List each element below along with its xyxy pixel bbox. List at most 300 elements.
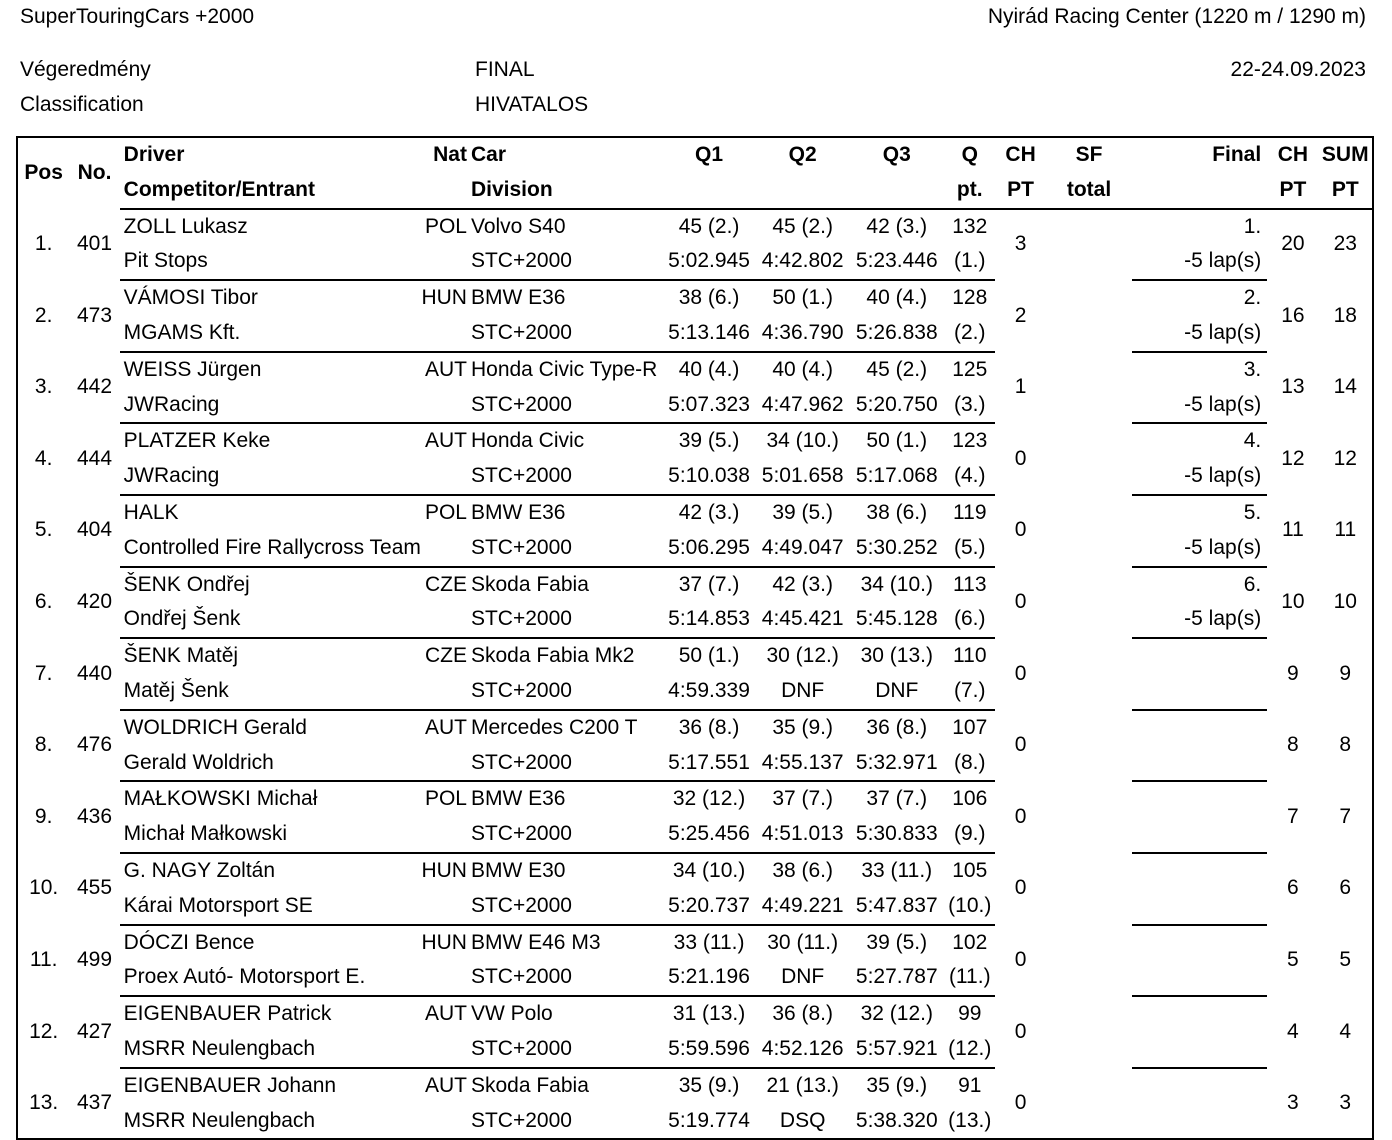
division: STC+2000 [469,602,662,638]
car-number: 476 [76,733,113,757]
col-q1: Q1 [695,143,724,166]
sf-total [1046,280,1133,352]
table-row-sub [17,244,1373,280]
table-row [17,209,1373,245]
position: 2. [34,303,53,327]
q1-result: 32 (12.) [672,787,746,811]
results-body [17,209,1373,1140]
table-row [17,996,1373,1032]
final-position [1132,996,1267,1032]
table-row-sub [17,1032,1373,1068]
division: STC+2000 [469,817,662,853]
q2-result: 35 (9.) [772,715,834,739]
q1-result: 50 (1.) [678,644,740,668]
table-row [17,567,1373,603]
q2-result: 45 (2.) [772,214,834,238]
q-rank: (10.) [944,889,995,925]
car-number: 455 [76,876,113,900]
q2-time: DNF [756,674,850,710]
col-sum-points-sub: PT [1319,173,1373,209]
q2-result: 36 (8.) [772,1002,834,1026]
q-points: 132 [952,214,988,238]
status-official: HIVATALOS [475,93,589,116]
col-no: No. [77,160,112,184]
sf-total [1046,209,1133,281]
nationality: AUT [424,429,467,453]
q3-time: 5:32.971 [849,746,944,782]
sum-points: 5 [1339,947,1352,971]
final-position [1132,925,1267,961]
table-row-sub [17,531,1373,567]
competitor-name: JWRacing [120,459,418,495]
sum-points: 6 [1339,876,1352,900]
q2-result: 30 (11.) [767,930,839,954]
nationality: POL [424,214,467,238]
title-hungarian: Végeredmény [20,58,151,81]
division: STC+2000 [469,316,662,352]
q2-time: 4:45.421 [756,602,850,638]
division: STC+2000 [469,1104,662,1140]
car-model: Volvo S40 [470,214,566,238]
q2-time: 4:47.962 [756,388,850,424]
sf-total [1046,781,1133,853]
q2-time: DSQ [756,1104,850,1140]
q-rank: (11.) [944,960,995,996]
q-points: 102 [952,930,988,954]
q-points: 106 [952,787,988,811]
final-laps: -5 lap(s) [1132,244,1267,280]
division: STC+2000 [469,459,662,495]
nationality: POL [424,787,467,811]
driver-name: HALK [123,500,179,524]
car-number: 444 [76,446,113,470]
title-english: Classification [20,93,144,116]
sf-total [1046,567,1133,639]
q-points: 128 [952,286,988,310]
q1-time: 5:25.456 [662,817,756,853]
competitor-name: MSRR Neulengbach [120,1104,418,1140]
final-laps: -5 lap(s) [1132,388,1267,424]
sf-total [1046,996,1133,1068]
ch-points: 3 [1014,232,1027,256]
position: 1. [34,231,53,255]
sf-total [1046,925,1133,997]
nationality: AUT [424,715,467,739]
position: 7. [34,661,53,685]
nationality: HUN [421,930,467,954]
q2-result: 30 (12.) [766,644,839,668]
q3-time: 5:45.128 [849,602,944,638]
q2-result: 42 (3.) [772,572,834,596]
col-sum-points: SUM [1321,143,1369,166]
table-row-sub [17,960,1373,996]
q2-result: 37 (7.) [772,787,834,811]
q1-time: 5:07.323 [662,388,756,424]
position: 8. [34,733,53,757]
q3-result: 40 (4.) [866,286,928,310]
competitor-name: Controlled Fire Rallycross Team [120,531,418,567]
division: STC+2000 [469,388,662,424]
q2-time: 4:52.126 [756,1032,850,1068]
q-rank: (1.) [944,244,995,280]
sum-points: 11 [1334,518,1357,542]
competitor-name: Matěj Šenk [120,674,418,710]
col-ch-points: CH [1005,143,1036,166]
final-position: 6. [1243,572,1262,596]
q-rank: (13.) [944,1104,995,1140]
ch-points: 0 [1014,804,1027,828]
final-position: 3. [1243,357,1262,381]
nationality: AUT [424,1002,467,1026]
car-model: BMW E46 M3 [470,930,601,954]
q1-time: 4:59.339 [662,674,756,710]
ch-points: 0 [1014,446,1027,470]
division: STC+2000 [469,531,662,567]
q3-result: 45 (2.) [866,357,928,381]
table-row [17,710,1373,746]
ch-points: 0 [1014,733,1027,757]
competitor-name: JWRacing [120,388,418,424]
final-laps [1132,960,1267,996]
sum-points: 23 [1333,232,1357,256]
division: STC+2000 [469,960,662,996]
q3-result: 36 (8.) [866,715,928,739]
q3-time: 5:30.252 [849,531,944,567]
col-competitor: Competitor/Entrant [120,173,418,209]
q3-time: 5:17.068 [849,459,944,495]
sf-total [1046,352,1133,424]
championship-points: 5 [1287,947,1299,971]
championship-points: 4 [1287,1019,1299,1043]
q3-time: 5:30.833 [849,817,944,853]
ch-points: 1 [1014,375,1027,399]
q-points: 113 [953,572,987,596]
table-row [17,495,1373,531]
q-rank: (6.) [944,602,995,638]
q1-time: 5:13.146 [662,316,756,352]
nationality: HUN [421,858,467,882]
final-laps: -5 lap(s) [1132,459,1267,495]
q3-result: 33 (11.) [861,858,933,882]
table-row [17,853,1373,889]
championship-points: 8 [1287,733,1299,757]
sum-points: 9 [1339,661,1352,685]
q1-time: 5:59.596 [662,1032,756,1068]
q1-result: 40 (4.) [678,357,740,381]
division: STC+2000 [469,1032,662,1068]
col-sf-total: SF [1075,143,1103,166]
competitor-name: Proex Autó- Motorsport E. [120,960,418,996]
car-number: 401 [76,231,113,255]
final-laps: -5 lap(s) [1132,531,1267,567]
q-points: 123 [952,429,988,453]
sf-total [1046,423,1133,495]
col-car: Car [470,143,506,166]
car-number: 440 [76,661,113,685]
q-points: 125 [952,357,988,381]
q3-result: 35 (9.) [866,1073,928,1097]
table-row-sub [17,602,1373,638]
q-points: 107 [952,715,988,739]
table-row [17,352,1373,388]
car-number: 437 [76,1090,113,1114]
q2-time: 4:55.137 [756,746,850,782]
final-position: 4. [1243,429,1262,453]
driver-name: ŠENK Matěj [123,644,239,668]
car-number: 404 [76,518,113,542]
q3-result: 30 (13.) [860,644,933,668]
position: 11. [29,947,58,971]
sum-points: 18 [1333,303,1357,327]
q1-result: 45 (2.) [678,214,740,238]
division: STC+2000 [469,244,662,280]
q-rank: (9.) [944,817,995,853]
table-row-sub [17,889,1373,925]
venue-name: Nyirád Racing Center (1220 m / 1290 m) [987,5,1366,28]
sum-points: 4 [1339,1019,1352,1043]
q-points: 119 [953,500,987,524]
competitor-name: MGAMS Kft. [120,316,418,352]
sum-points: 7 [1339,804,1352,828]
q1-time: 5:14.853 [662,602,756,638]
q2-result: 50 (1.) [772,286,834,310]
q3-time: 5:26.838 [849,316,944,352]
col-q2: Q2 [788,143,817,166]
final-position: 5. [1243,500,1262,524]
championship-points: 20 [1281,232,1305,256]
sum-points: 14 [1333,375,1357,399]
final-position [1132,638,1267,674]
table-row-sub [17,459,1373,495]
q-rank: (12.) [944,1032,995,1068]
car-model: BMW E36 [470,286,566,310]
ch-points: 0 [1014,876,1027,900]
position: 12. [29,1019,59,1043]
q-points: 91 [958,1073,982,1097]
table-row-sub [17,817,1373,853]
driver-name: VÁMOSI Tibor [123,286,258,310]
q3-time: 5:20.750 [849,388,944,424]
q3-result: 50 (1.) [866,429,928,453]
car-number: 420 [76,589,113,613]
car-model: Skoda Fabia [470,1073,589,1097]
q1-result: 38 (6.) [678,286,740,310]
final-position [1132,1068,1267,1104]
q2-result: 40 (4.) [772,357,834,381]
col-driver: Driver [123,143,185,166]
sf-total [1046,1068,1133,1140]
competitor-name: Kárai Motorsport SE [120,889,418,925]
car-number: 436 [76,804,113,828]
driver-name: PLATZER Keke [123,429,271,453]
final-laps [1132,889,1267,925]
division: STC+2000 [469,889,662,925]
sf-total [1046,638,1133,710]
final-position [1132,710,1267,746]
ch-points: 0 [1014,1090,1027,1114]
nationality: AUT [424,357,467,381]
col-nat: Nat [433,143,467,166]
final-laps: -5 lap(s) [1132,316,1267,352]
q2-time: 4:42.802 [756,244,850,280]
table-row [17,925,1373,961]
table-row-sub [17,316,1373,352]
final-laps [1132,674,1267,710]
q3-result: 34 (10.) [860,572,933,596]
ch-points: 0 [1014,661,1027,685]
driver-name: DÓCZI Bence [123,930,255,954]
driver-name: MAŁKOWSKI Michał [123,787,318,811]
ch-points: 0 [1014,947,1027,971]
division: STC+2000 [469,674,662,710]
position: 5. [34,518,53,542]
ch-points: 2 [1014,303,1027,327]
q-rank: (8.) [944,746,995,782]
q3-result: 32 (12.) [860,1002,933,1026]
car-model: Skoda Fabia [470,572,589,596]
car-model: Skoda Fabia Mk2 [470,644,635,668]
nationality: CZE [424,644,467,668]
car-model: BMW E36 [470,500,566,524]
driver-name: G. NAGY Zoltán [123,858,276,882]
car-model: BMW E30 [470,858,566,882]
col-ch-points-sub: PT [995,173,1045,209]
q2-time: 4:51.013 [756,817,850,853]
driver-name: WOLDRICH Gerald [123,715,307,739]
q2-time: 4:49.221 [756,889,850,925]
q1-time: 5:19.774 [662,1104,756,1140]
position: 6. [34,589,53,613]
table-row [17,423,1373,459]
sf-total [1046,495,1133,567]
q3-time: 5:23.446 [849,244,944,280]
q1-result: 42 (3.) [678,500,740,524]
driver-name: EIGENBAUER Patrick [123,1002,332,1026]
championship-points: 3 [1287,1090,1299,1114]
q3-time: DNF [849,674,944,710]
car-number: 442 [76,375,113,399]
q1-result: 39 (5.) [678,429,740,453]
q1-time: 5:10.038 [662,459,756,495]
championship-points: 13 [1281,375,1305,399]
driver-name: ZOLL Lukasz [123,214,248,238]
sf-total [1046,710,1133,782]
q2-result: 21 (13.) [766,1073,839,1097]
table-row-sub [17,746,1373,782]
q1-result: 35 (9.) [678,1073,740,1097]
position: 10. [29,876,59,900]
sf-total [1046,853,1133,925]
position: 4. [34,446,53,470]
car-model: Honda Civic Type-R [470,357,658,381]
q3-result: 39 (5.) [866,930,928,954]
q3-time: 5:27.787 [849,960,944,996]
final-laps [1132,746,1267,782]
q-rank: (2.) [944,316,995,352]
q-points: 110 [953,644,987,668]
championship-points: 11 [1281,518,1304,542]
q1-result: 37 (7.) [678,572,740,596]
q2-result: 39 (5.) [772,500,834,524]
competitor-name: Ondřej Šenk [120,602,418,638]
status-final: FINAL [475,58,535,81]
table-row [17,280,1373,316]
position: 3. [34,375,53,399]
sum-points: 10 [1333,589,1357,613]
championship-points: 16 [1281,303,1305,327]
position: 9. [34,804,53,828]
table-row [17,638,1373,674]
q3-result: 37 (7.) [866,787,928,811]
event-name: SuperTouringCars +2000 [20,5,255,28]
division: STC+2000 [469,746,662,782]
nationality: CZE [424,572,467,596]
q1-time: 5:21.196 [662,960,756,996]
q1-result: 36 (8.) [678,715,740,739]
car-model: Honda Civic [470,429,585,453]
q1-time: 5:02.945 [662,244,756,280]
car-model: BMW E36 [470,787,566,811]
col-final: Final [1212,143,1262,166]
q2-result: 38 (6.) [772,858,834,882]
q1-result: 34 (10.) [672,858,746,882]
q2-time: 5:01.658 [756,459,850,495]
championship-points: 12 [1281,446,1305,470]
nationality: AUT [424,1073,467,1097]
q-rank: (5.) [944,531,995,567]
table-header [17,137,1373,209]
driver-name: ŠENK Ondřej [123,572,250,596]
ch-points: 0 [1014,1019,1027,1043]
q-points: 99 [958,1002,982,1026]
q3-time: 5:38.320 [849,1104,944,1140]
sum-points: 12 [1333,446,1357,470]
q3-time: 5:47.837 [849,889,944,925]
q2-time: 4:49.047 [756,531,850,567]
competitor-name: Pit Stops [120,244,418,280]
col-q-points-sub: pt. [944,173,995,209]
final-laps [1132,1032,1267,1068]
q1-result: 33 (11.) [673,930,745,954]
col-pos: Pos [24,160,63,184]
col-q3: Q3 [882,143,911,166]
q1-result: 31 (13.) [672,1002,746,1026]
nationality: POL [424,500,467,524]
final-laps: -5 lap(s) [1132,602,1267,638]
car-model: Mercedes C200 T [470,715,638,739]
championship-points: 10 [1281,589,1305,613]
competitor-name: MSRR Neulengbach [120,1032,418,1068]
q3-result: 38 (6.) [866,500,928,524]
q3-time: 5:57.921 [849,1032,944,1068]
car-model: VW Polo [470,1002,553,1026]
q1-time: 5:06.295 [662,531,756,567]
col-q-points: Q [961,143,978,166]
q-rank: (3.) [944,388,995,424]
q-rank: (7.) [944,674,995,710]
ch-points: 0 [1014,518,1027,542]
sum-points: 3 [1339,1090,1352,1114]
table-row-sub [17,674,1373,710]
final-position [1132,853,1267,889]
car-number: 499 [76,947,113,971]
table-row [17,781,1373,817]
col-championship-points-sub: PT [1267,173,1318,209]
competitor-name: Gerald Woldrich [120,746,418,782]
col-championship-points: CH [1277,143,1309,166]
car-number: 427 [76,1019,113,1043]
q-points: 105 [952,858,988,882]
